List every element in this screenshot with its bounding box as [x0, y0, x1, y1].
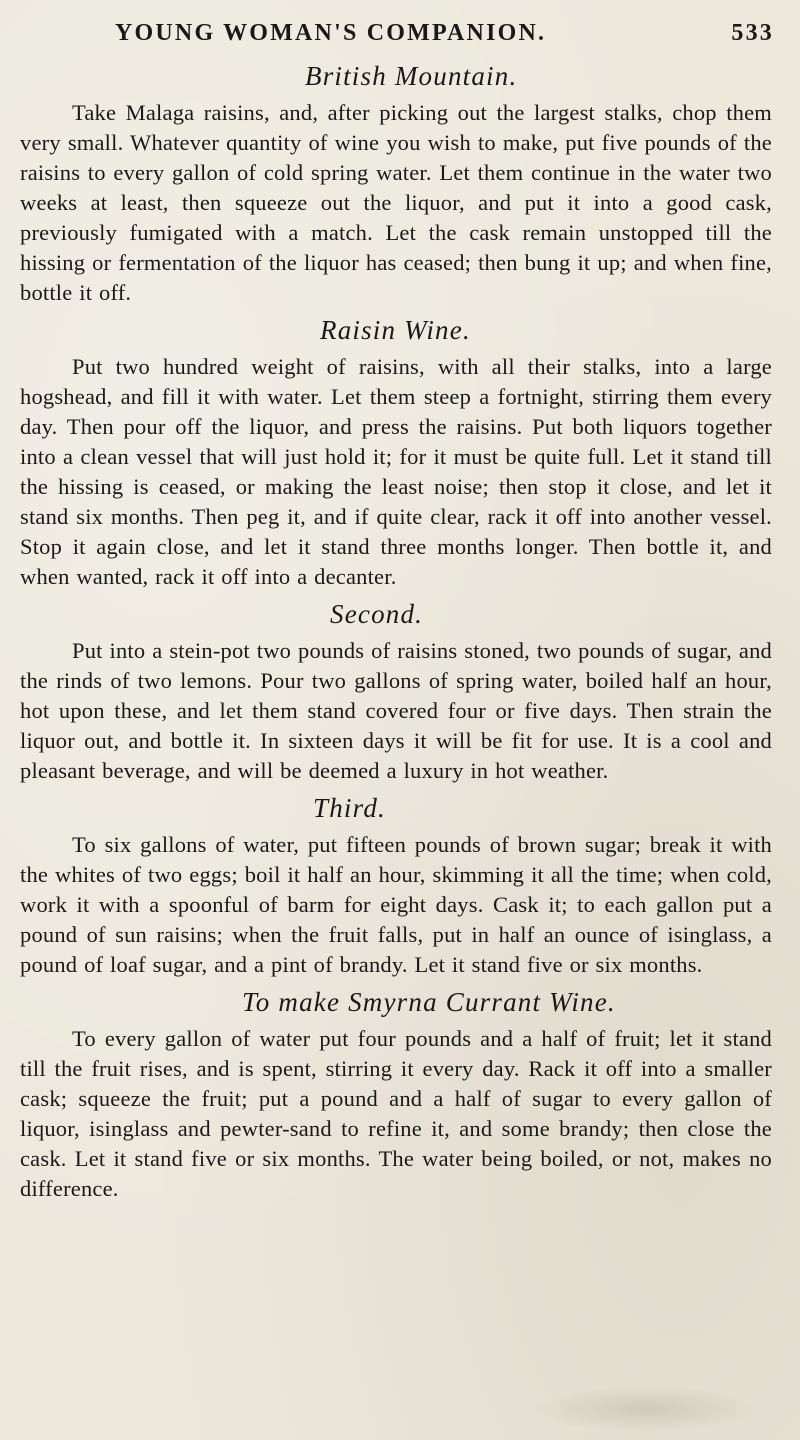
- section-paragraph: Take Malaga raisins, and, after picking out the largest stalks, chop them very small. Whatever quantity of wine you wish to make, put five pounds of the raisins to every gallon of cold spring water. Let them continue in the water two weeks at least, then squeeze out the liquor, and put it into a good cask, previously fumigated with a match. Let the cask remain unstopped till the hissing or fermentation of the liquor has ceased; then bung it up; and when fine, bottle it off.: [20, 100, 772, 305]
- paper-smudge: [530, 1386, 760, 1432]
- recipe-raisin-wine-second: [20, 592, 778, 786]
- section-title: Third.: [313, 793, 386, 823]
- recipe-smyrna-currant-wine: [20, 980, 778, 1204]
- section-paragraph: Put two hundred weight of raisins, with all their stalks, into a large hogshead, and fill it with water. Let them steep a fortnight, stirring them every day. Then pour off the liquor, and press the raisins. Put both liquors together into a clean vessel that will just hold it; for it must be quite full. Let it stand till the hissing is ceased, or making the least noise; then stop it close, and let it stand six months. Then peg it, and if quite clear, rack it off into another vessel. Stop it again close, and let it stand three months longer. Then bottle it, and when wanted, rack it off into a decanter.: [20, 354, 772, 589]
- recipe-british-mountain: [20, 54, 778, 308]
- section-paragraph: Put into a stein-pot two pounds of raisins stoned, two pounds of sugar, and the rinds of two lemons. Pour two gallons of spring water, boiled half an hour, hot upon these, and let them stand covered four or five days. Then strain the liquor out, and bottle it. In sixteen days it will be fit for use. It is a cool and pleasant beverage, and will be deemed a luxury in hot weather.: [20, 638, 772, 783]
- recipe-raisin-wine: [20, 308, 778, 592]
- section-paragraph: To six gallons of water, put fifteen pounds of brown sugar; break it with the whites of two eggs; boil it half an hour, skimming it all the time; when cold, work it with a spoonful of barm for eight days. Cask it; to each gallon put a pound of sun raisins; when the fruit falls, put in half an ounce of isinglass, a pound of loaf sugar, and a pint of brandy. Let it stand five or six months.: [20, 832, 772, 977]
- section-title: Raisin Wine.: [320, 315, 471, 345]
- section-title: British Mountain.: [305, 61, 518, 91]
- running-title: YOUNG WOMAN'S COMPANION.: [115, 20, 547, 46]
- page-number: 533: [731, 20, 774, 46]
- recipe-raisin-wine-third: [20, 786, 778, 980]
- section-paragraph: To every gallon of water put four pounds and a half of fruit; let it stand till the fruit rises, and is spent, stirring it every day. Rack it off into a smaller cask; squeeze the fruit; put a pound and a half of sugar to every gallon of liquor, isinglass and pewter-sand to refine it, and some brandy; then close the cask. Let it stand five or six months. The water being boiled, or not, makes no difference.: [20, 1026, 772, 1201]
- running-head: [20, 14, 778, 54]
- section-title: Second.: [330, 599, 424, 629]
- section-title: To make Smyrna Currant Wine.: [242, 987, 616, 1017]
